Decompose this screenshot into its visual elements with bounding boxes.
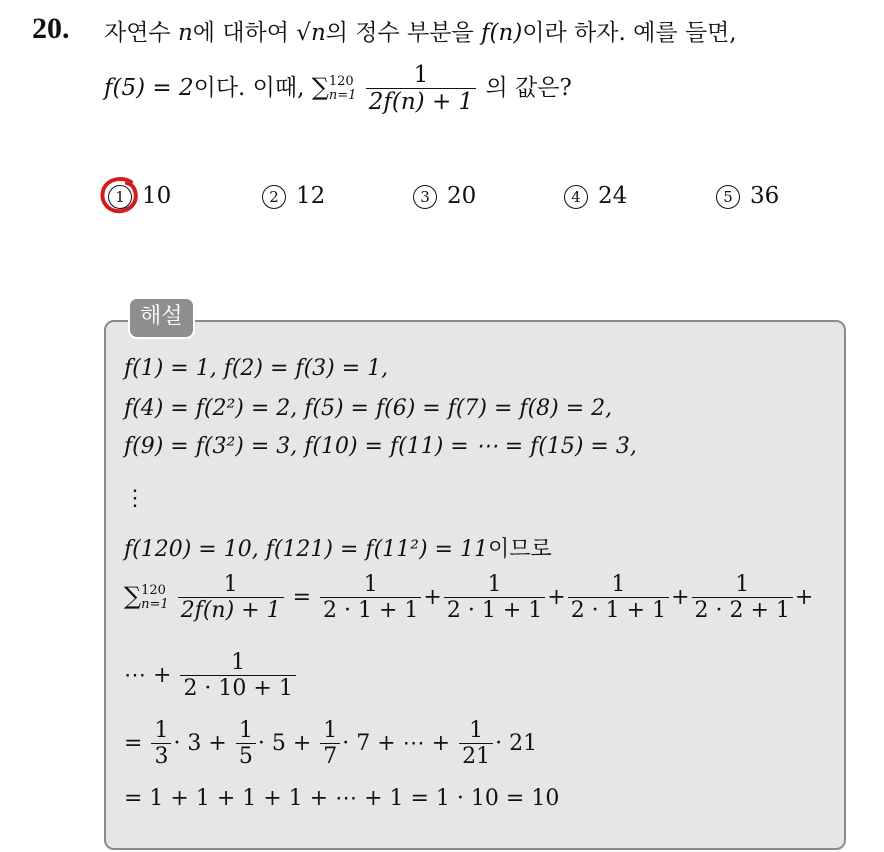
answer-circle-mark-icon [98,175,144,217]
fraction-num: 1 [363,572,378,597]
fraction-num: 1 [735,572,750,597]
choice-2[interactable] [262,183,325,209]
plus: + [671,584,690,610]
fraction [692,572,793,624]
fraction [236,718,256,770]
choice-value: 36 [750,183,780,209]
solution-line-vdots: ⋮ [124,486,146,511]
problem-number: 20. [32,12,70,45]
term-tail: · 7 + ⋯ + [342,730,451,756]
solution-line-7 [124,650,298,702]
choice-3[interactable] [413,183,476,209]
sum-lower: n=1 [141,596,169,612]
choice-mark: 2 [262,185,286,209]
equals: = [292,584,312,610]
fraction-den: 2 · 1 + 1 [568,597,669,623]
fraction-den: 2 · 2 + 1 [692,597,793,623]
fraction-num: 1 [323,718,338,743]
problem-text: 의 값은? [485,74,572,101]
choice-mark: 4 [564,185,588,209]
sigma-icon: ∑ [311,72,329,101]
choices [108,183,828,215]
math-expr: f(120) = 10, f(121) = f(11²) = 11 [124,537,488,562]
choice-value: 24 [598,183,628,209]
solution-line-9: = 1 + 1 + 1 + 1 + ⋯ + 1 = 1 · 10 = 10 [124,786,560,811]
fraction-den: 2f(n) + 1 [178,597,284,623]
fraction-den: 21 [459,743,493,769]
solution-text: 이므로 [487,537,552,562]
sum-upper: 120 [141,583,166,599]
math-var-n: n [177,20,193,46]
equals: = [124,730,143,756]
problem-text: 의 정수 부분을 [325,20,474,46]
plus: + [423,584,442,610]
fraction-den: 5 [236,743,256,769]
fraction [320,572,421,624]
fraction-den: 7 [320,743,340,769]
choice-mark: 1 [108,185,132,209]
choice-value: 12 [296,183,326,209]
fraction-num: 1 [231,650,246,675]
solution-line-sum [124,572,813,624]
fraction [444,572,545,624]
choice-5[interactable] [716,183,779,209]
fraction-den: 2 · 1 + 1 [444,597,545,623]
sum-limits [141,584,169,611]
fraction-num: 1 [611,572,626,597]
plus: + [794,584,814,610]
solution-line-5 [124,532,552,563]
fraction-num: 1 [469,718,484,743]
sum-limits [329,75,357,102]
solution-line-1: f(1) = 1, f(2) = f(3) = 1, [124,356,389,381]
math-f-n: f(n) [481,20,523,46]
fraction [180,650,295,702]
sigma-icon: ∑ [124,581,142,610]
choice-4[interactable] [564,183,627,209]
math-sqrt-n: √n [296,20,326,46]
solution-line-8 [124,718,537,770]
problem-text: 이라 하자. 예를 들면, [522,20,737,46]
fraction [178,572,284,624]
plus: + [547,584,566,610]
fraction [568,572,669,624]
math-f5: f(5) = 2 [104,74,194,101]
problem-text: 이다. 이때, [193,74,305,101]
fraction-num: 1 [154,718,169,743]
sum-upper: 120 [328,74,354,90]
fraction-den: 3 [151,743,171,769]
solution-line-3: f(9) = f(3²) = 3, f(10) = f(11) = ⋯ = f(15) = 3, [124,434,637,459]
choice-value: 10 [142,183,172,209]
term-tail: · 21 [495,730,538,756]
choice-mark: 3 [413,185,437,209]
fraction-den: 2 · 10 + 1 [180,675,295,701]
fraction-num: 1 [487,572,502,597]
problem-text: 에 대하여 [192,20,289,46]
term-tail: · 5 + [257,730,312,756]
choice-mark: 5 [716,185,740,209]
fraction-den: 2f(n) + 1 [366,88,476,115]
fraction-num: 1 [238,718,253,743]
choice-1[interactable] [108,183,171,209]
fraction [151,718,171,770]
problem-text: 자연수 [104,20,171,46]
solution-line-2: f(4) = f(2²) = 2, f(5) = f(6) = f(7) = f(8) = 2, [124,396,613,421]
problem-line-2 [104,62,572,116]
fraction-num: 1 [413,62,429,88]
problem-line-1 [104,14,737,47]
fraction-num: 1 [223,572,238,597]
fraction [320,718,340,770]
fraction [366,62,476,116]
sum-lower: n=1 [328,87,357,103]
ellipsis-plus: ⋯ + [124,662,172,688]
choice-value: 20 [447,183,477,209]
solution-label: 해설 [128,297,195,339]
term-tail: · 3 + [173,730,227,756]
fraction-den: 2 · 1 + 1 [320,597,421,623]
fraction [459,718,493,770]
